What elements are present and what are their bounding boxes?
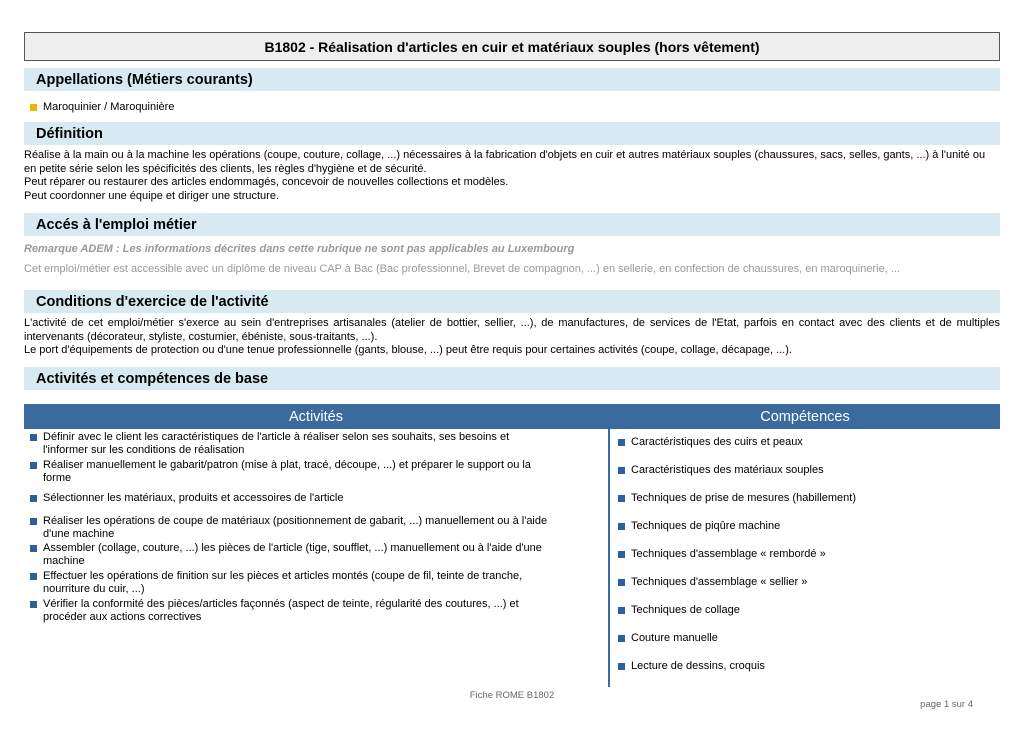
footer-fiche-label: Fiche ROME B1802 — [469, 690, 555, 701]
definition-line: Peut coordonner une équipe et diriger une structure. — [24, 189, 279, 202]
column-divider — [608, 404, 610, 687]
square-bullet-icon — [30, 518, 37, 525]
conditions-line: L'activité de cet emploi/métier s'exerce au sein d'entreprises artisanales (atelier de bottier, sellier, ...), de manufactures, de services de l'Etat, parfois en contact avec des clients et de multiples intervenants (décorateur, styliste, costumier, ébéniste, sous-traitants, ...). — [24, 317, 1000, 343]
section-header-acces: Accés à l'emploi métier — [24, 213, 1000, 236]
section-header-conditions: Conditions d'exercice de l'activité — [24, 290, 1000, 313]
square-bullet-icon — [30, 573, 37, 580]
competence-item: Techniques de prise de mesures (habillement) — [618, 492, 978, 505]
column-header-activites: Activités — [24, 404, 608, 429]
conditions-line: Le port d'équipements de protection ou d'une tenue professionnelle (gants, blouse, ...) peut être requis pour certaines activités (coupe, collage, décapage, ...). — [24, 344, 792, 356]
section-header-activites: Activités et compétences de base — [24, 367, 1000, 390]
competence-item: Techniques d'assemblage « rembordé » — [618, 548, 978, 561]
page-number: page 1 sur 4 — [920, 699, 973, 710]
square-bullet-icon — [618, 467, 625, 474]
activite-item: Définir avec le client les caractéristiques de l'article à réaliser selon ses souhaits, ses besoins et l'informer sur les conditions de réalisation — [30, 431, 550, 457]
competence-item: Lecture de dessins, croquis — [618, 660, 978, 673]
square-bullet-icon — [30, 601, 37, 608]
section-header-appellations: Appellations (Métiers courants) — [24, 68, 1000, 91]
activite-item: Assembler (collage, couture, ...) les pièces de l'article (tige, soufflet, ...) manuellement ou à l'aide d'une machine — [30, 542, 550, 568]
competence-item: Couture manuelle — [618, 632, 978, 645]
square-bullet-icon — [30, 462, 37, 469]
square-bullet-icon — [30, 434, 37, 441]
adem-remark: Remarque ADEM : Les informations décrites dans cette rubrique ne sont pas applicables au Luxembourg — [24, 243, 575, 255]
appellation-item — [30, 101, 1006, 115]
column-header-competences: Compétences — [610, 404, 1000, 429]
square-bullet-icon — [30, 104, 37, 111]
definition-text — [24, 149, 1000, 203]
square-bullet-icon — [618, 579, 625, 586]
competence-item: Caractéristiques des cuirs et peaux — [618, 436, 978, 449]
square-bullet-icon — [618, 635, 625, 642]
square-bullet-icon — [618, 495, 625, 502]
activite-item: Réaliser manuellement le gabarit/patron (mise à plat, tracé, découpe, ...) et préparer le support ou la forme — [30, 459, 550, 485]
square-bullet-icon — [30, 545, 37, 552]
square-bullet-icon — [618, 607, 625, 614]
activite-item: Effectuer les opérations de finition sur les pièces et articles montés (coupe de fil, teinte de tranche, nourriture du cuir, ...) — [30, 570, 550, 596]
square-bullet-icon — [618, 439, 625, 446]
competence-item: Caractéristiques des matériaux souples — [618, 464, 978, 477]
definition-line: Réalise à la main ou à la machine les opérations (coupe, couture, collage, ...) nécessaires à la fabrication d'objets en cuir et autres matériaux souples (chaussures, sacs, selles, gants, ...) à l'unité ou en petite série selon les spécificités des clients, les règles d'hygiène et de sécurité. — [24, 149, 986, 175]
conditions-text — [24, 317, 1000, 358]
page-title: B1802 - Réalisation d'articles en cuir et matériaux souples (hors vêtement) — [24, 32, 1000, 61]
competence-item: Techniques de collage — [618, 604, 978, 617]
competence-item: Techniques de piqûre machine — [618, 520, 978, 533]
competence-item: Techniques d'assemblage « sellier » — [618, 576, 978, 589]
square-bullet-icon — [618, 523, 625, 530]
section-header-definition: Définition — [24, 122, 1000, 145]
square-bullet-icon — [618, 551, 625, 558]
activite-item: Sélectionner les matériaux, produits et accessoires de l'article — [30, 492, 550, 505]
activite-item: Réaliser les opérations de coupe de matériaux (positionnement de gabarit, ...) manuellement ou à l'aide d'une machine — [30, 515, 550, 541]
acces-text: Cet emploi/métier est accessible avec un diplôme de niveau CAP à Bac (Bac professionnel, Brevet de compagnon, ...) en sellerie, en confection de chaussures, en maroquinerie, ... — [24, 263, 900, 275]
appellation-label: Maroquinier / Maroquinière — [43, 101, 175, 113]
definition-line: Peut réparer ou restaurer des articles endommagés, concevoir de nouvelles collections et modèles. — [24, 176, 509, 188]
activite-item: Vérifier la conformité des pièces/articles façonnés (aspect de teinte, régularité des coutures, ...) et procéder aux actions correctives — [30, 598, 550, 624]
square-bullet-icon — [618, 663, 625, 670]
square-bullet-icon — [30, 495, 37, 502]
